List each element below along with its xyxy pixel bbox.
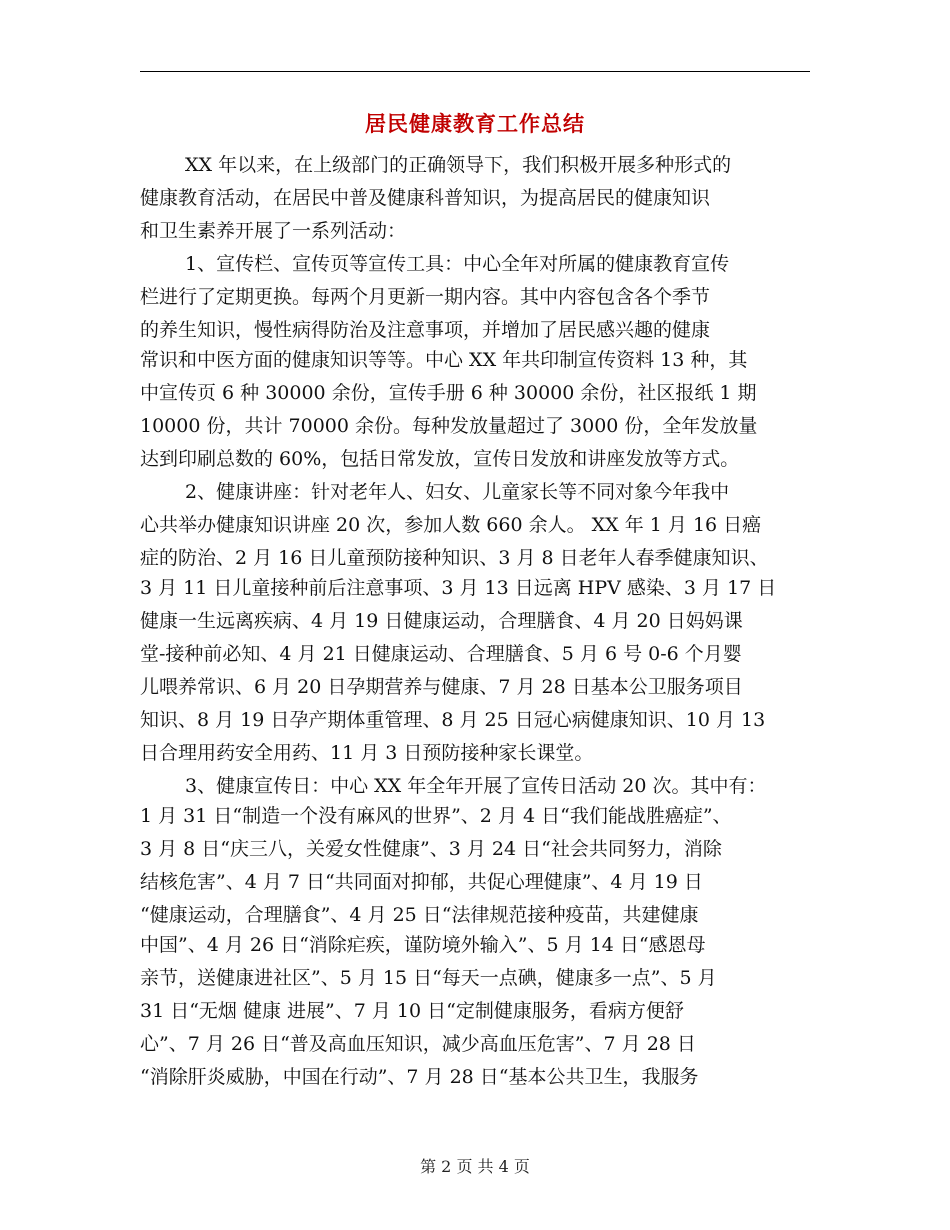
body-line: 3 月 8 日“庆三八，关爱女性健康”、3 月 24 日“社会共同努力，消除: [140, 838, 722, 860]
body-line: 亲节，送健康进社区”、5 月 15 日“每天一点碘，健康多一点”、5 月: [140, 967, 717, 989]
body-line: 心共举办健康知识讲座 20 次，参加人数 660 余人。 XX 年 1 月 16 日癌: [140, 514, 762, 536]
body-line: 中宣传页 6 种 30000 余份，宣传手册 6 种 30000 余份，社区报纸 1 期: [140, 382, 757, 404]
body-line: 31 日“无烟 健康 进展”、7 月 10 日“定制健康服务，看病方便舒: [140, 1000, 684, 1022]
body-line: 心”、7 月 26 日“普及高血压知识，减少高血压危害”、7 月 28 日: [140, 1033, 696, 1055]
body-line: 和卫生素养开展了一系列活动：: [140, 220, 407, 242]
body-line: “消除肝炎威胁，中国在行动”、7 月 28 日“基本公共卫生，我服务: [140, 1066, 699, 1088]
body-line: 症的防治、2 月 16 日儿童预防接种知识、3 月 8 日老年人春季健康知识、: [140, 547, 769, 569]
body-line: 健康一生远离疾病、4 月 19 日健康运动，合理膳食、4 月 20 日妈妈课: [140, 610, 743, 632]
body-line: 1、宣传栏、宣传页等宣传工具：中心全年对所属的健康教育宣传: [185, 253, 730, 275]
body-line: 的养生知识，慢性病得防治及注意事项，并增加了居民感兴趣的健康: [140, 319, 711, 341]
body-line: 日合理用药安全用药、11 月 3 日预防接种家长课堂。: [140, 742, 594, 764]
body-line: 儿喂养常识、6 月 20 日孕期营养与健康、7 月 28 日基本公卫服务项目: [140, 676, 743, 698]
body-line: 3 月 11 日儿童接种前后注意事项、3 月 13 日远离 HPV 感染、3 月 17 日: [140, 577, 777, 599]
body-line: 2、健康讲座：针对老年人、妇女、儿童家长等不同对象今年我中: [185, 481, 730, 503]
document-title: 居民健康教育工作总结: [365, 111, 585, 136]
body-line: 知识、8 月 19 日孕产期体重管理、8 月 25 日冠心病健康知识、10 月 13: [140, 709, 766, 731]
page-footer: 第 2 页 共 4 页: [420, 1157, 530, 1176]
body-line: 达到印刷总数的 60%，包括日常发放，宣传日发放和讲座发放等方式。: [140, 448, 740, 470]
body-line: XX 年以来，在上级部门的正确领导下，我们积极开展多种形式的: [185, 154, 732, 176]
body-line: 10000 份，共计 70000 余份。每种发放量超过了 3000 份，全年发放量: [140, 415, 758, 437]
body-line: 健康教育活动，在居民中普及健康科普知识，为提高居民的健康知识: [140, 187, 711, 209]
body-line: 结核危害”、4 月 7 日“共同面对抑郁，共促心理健康”、4 月 19 日: [140, 871, 703, 893]
body-line: 常识和中医方面的健康知识等等。中心 XX 年共印制宣传资料 13 种，其: [140, 349, 748, 371]
header-rule: [140, 71, 810, 72]
body-line: “健康运动，合理膳食”、4 月 25 日“法律规范接种疫苗，共建健康: [140, 904, 699, 926]
body-line: 堂-接种前必知、4 月 21 日健康运动、合理膳食、5 月 6 号 0-6 个月婴: [140, 643, 742, 665]
body-line: 中国”、4 月 26 日“消除疟疾，谨防境外输入”、5 月 14 日“感恩母: [140, 934, 706, 956]
body-line: 栏进行了定期更换。每两个月更新一期内容。其中内容包含各个季节: [140, 286, 711, 308]
body-line: 3、健康宣传日：中心 XX 年全年开展了宣传日活动 20 次。其中有：: [185, 775, 767, 797]
body-line: 1 月 31 日“制造一个没有麻风的世界”、2 月 4 日“我们能战胜癌症”、: [140, 805, 732, 827]
